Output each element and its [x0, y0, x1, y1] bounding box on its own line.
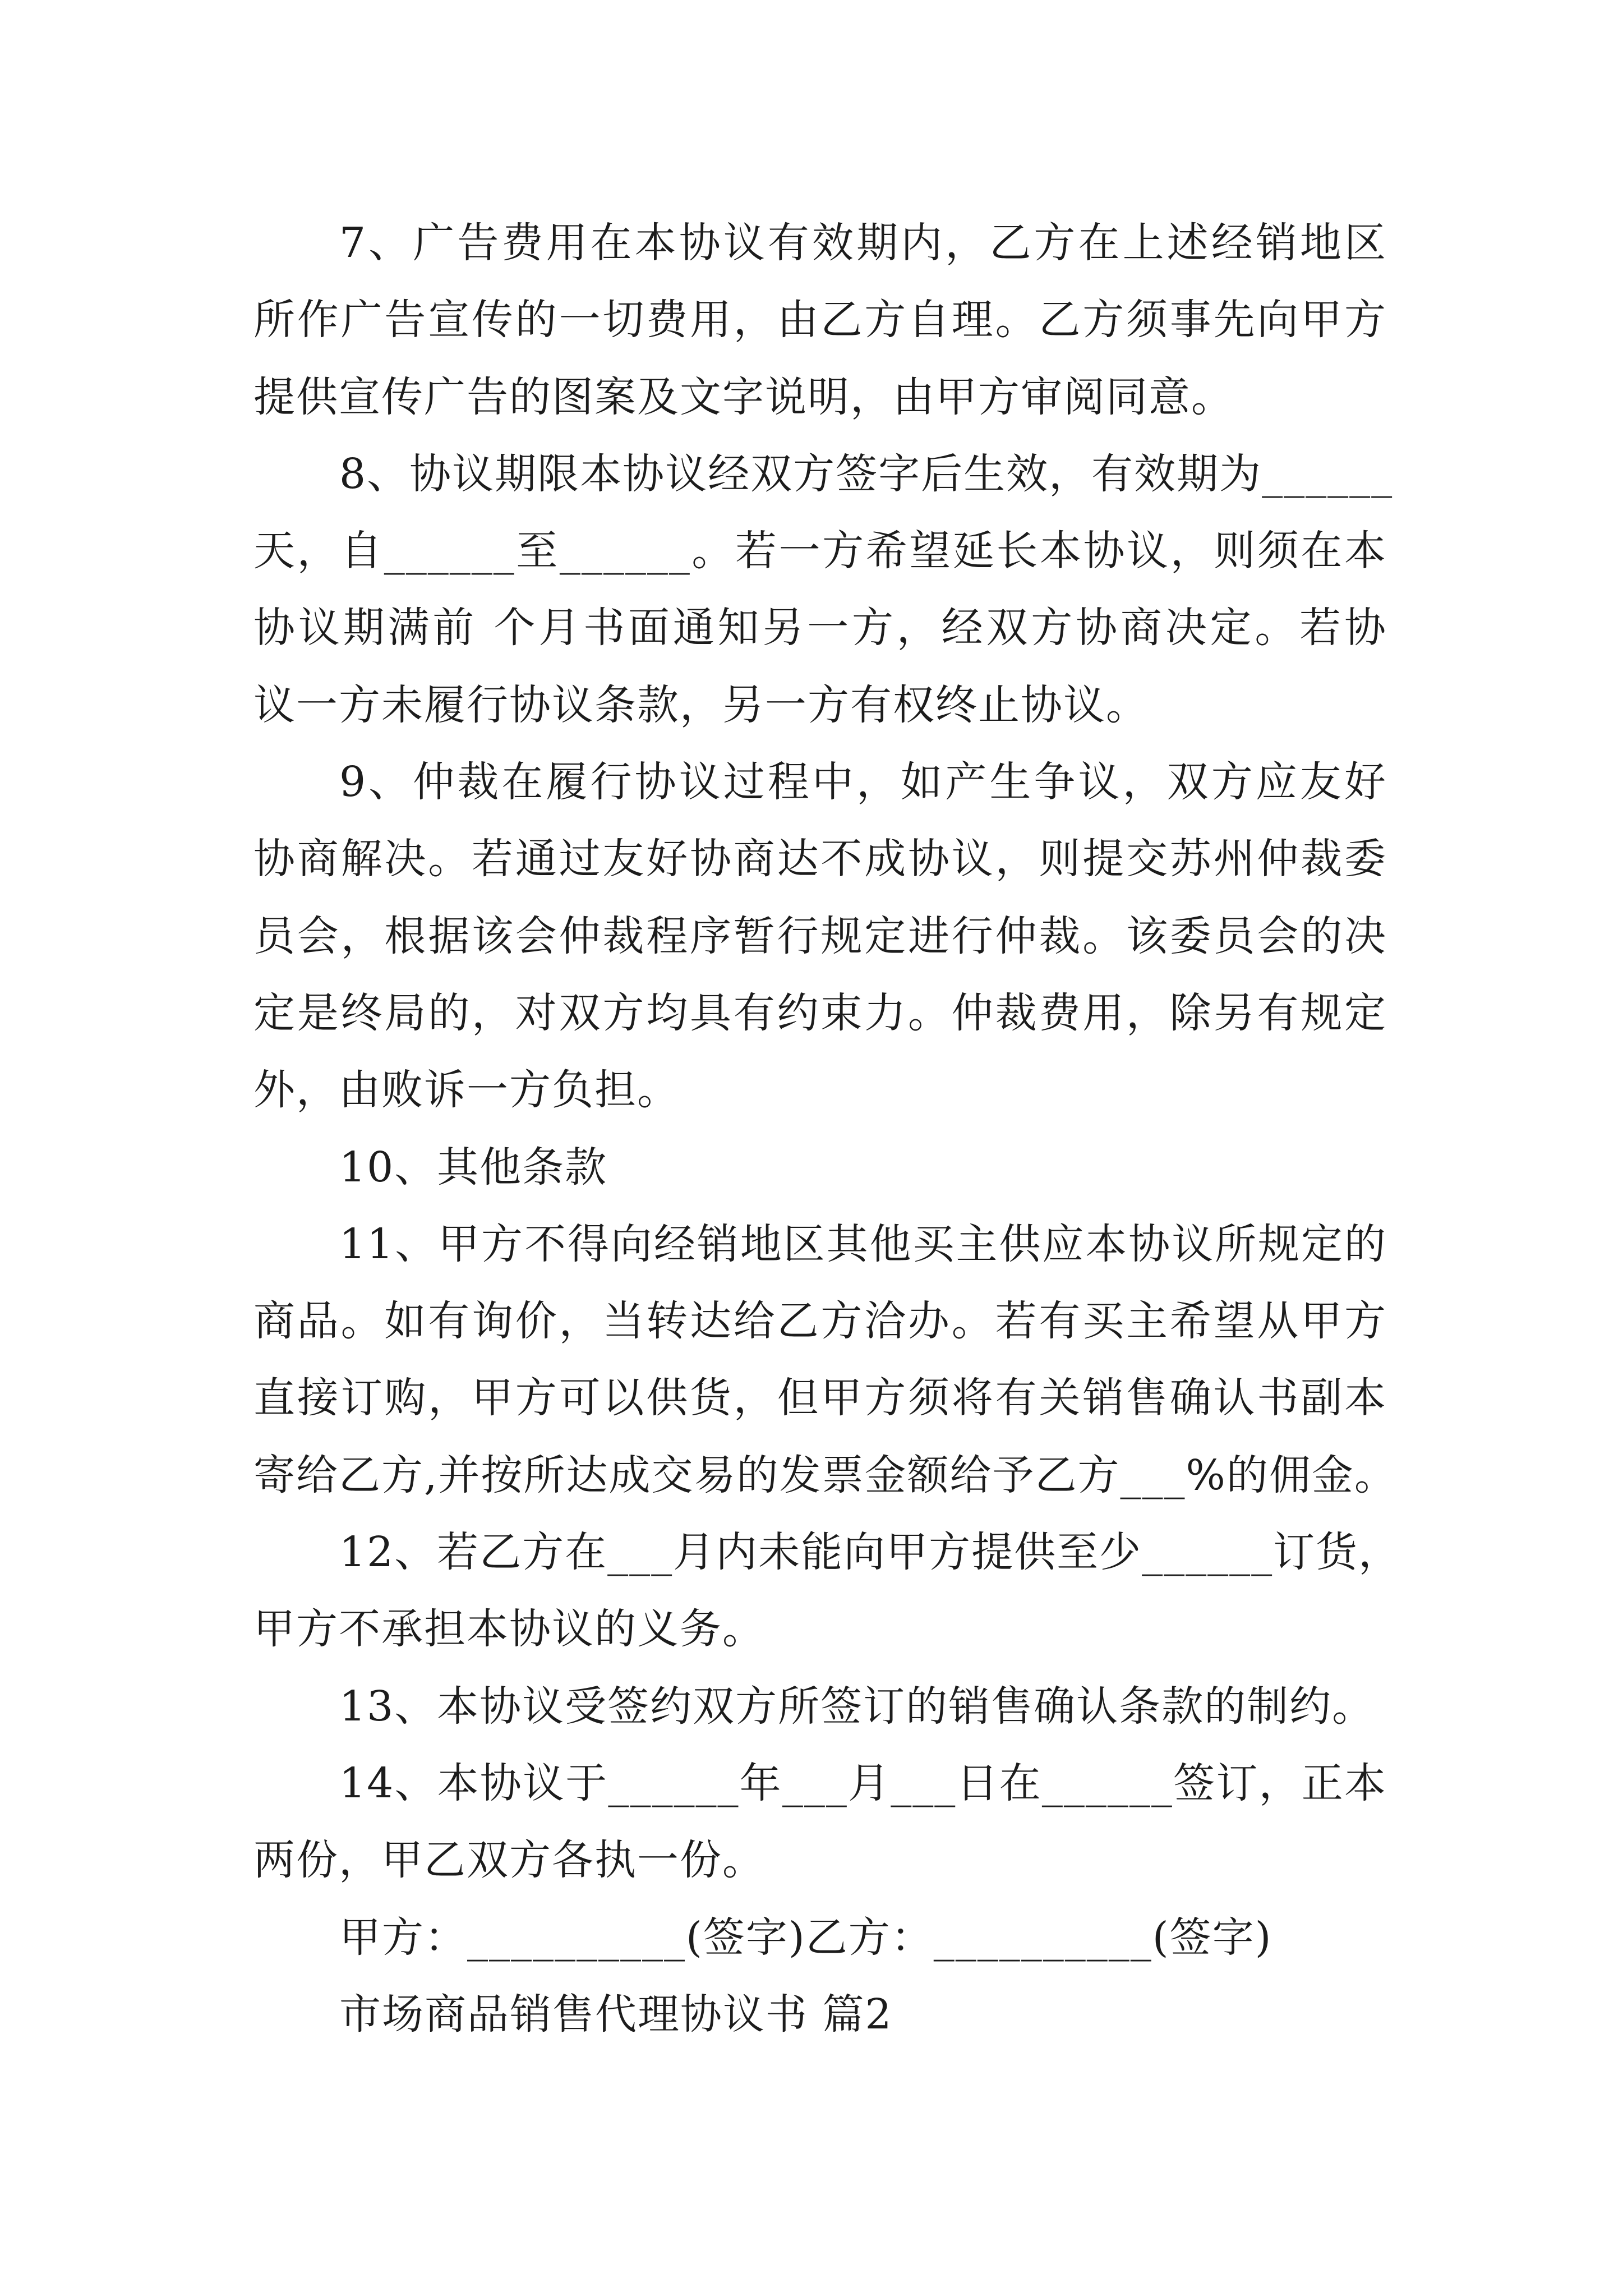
paragraph-line: 11、甲方不得向经销地区其他买主供应本协议所规定的 — [339, 1220, 1387, 1268]
paragraph-line: 员会，根据该会仲裁程序暂行规定进行仲裁。该委员会的决 — [253, 912, 1387, 960]
paragraph-line: 10、其他条款 — [339, 1143, 608, 1191]
paragraph-line: 寄给乙方,并按所达成交易的发票金额给予乙方___%的佣金。 — [253, 1451, 1397, 1499]
clause-9-arbitration — [253, 744, 1387, 1129]
paragraph-line: 外，由败诉一方负担。 — [253, 1066, 680, 1115]
clause-14-signing — [253, 1745, 1387, 1899]
paragraph-line: 商品。如有询价，当转达给乙方洽办。若有买主希望从甲方 — [253, 1297, 1387, 1346]
paragraph-line: 8、协议期限本协议经双方签字后生效，有效期为______ — [339, 449, 1394, 498]
paragraph-line: 14、本协议于______年___月___日在______签订，正本 — [339, 1759, 1387, 1807]
paragraph-line: 天，自______至______。若一方希望延长本协议，则须在本 — [253, 527, 1387, 576]
paragraph-line: 提供宣传广告的图案及文字说明，由甲方审阅同意。 — [253, 372, 1234, 421]
clause-8-agreement-term — [253, 436, 1394, 744]
clause-12-minimum-order — [253, 1514, 1401, 1668]
paragraph-line: 7、广告费用在本协议有效期内，乙方在上述经销地区 — [339, 219, 1387, 267]
paragraph-line: 协商解决。若通过友好协商达不成协议，则提交苏州仲裁委 — [253, 835, 1387, 884]
paragraph-line: 两份，甲乙双方各执一份。 — [253, 1836, 765, 1885]
paragraph-line: 所作广告宣传的一切费用，由乙方自理。乙方须事先向甲方 — [253, 296, 1387, 344]
paragraph-line: 议一方未履行协议条款，另一方有权终止协议。 — [253, 680, 1149, 729]
paragraph-line: 9、仲裁在履行协议过程中，如产生争议，双方应友好 — [339, 758, 1387, 807]
clause-10-other-terms — [253, 1129, 1387, 1206]
paragraph-line: 甲方不承担本协议的义务。 — [253, 1605, 765, 1654]
clause-13-sales-confirmation — [253, 1668, 1387, 1745]
clause-7-advertising-costs — [253, 205, 1387, 436]
paragraph-line: 12、若乙方在___月内未能向甲方提供至少______订货， — [339, 1528, 1401, 1577]
clause-11-exclusive-supply — [253, 1206, 1397, 1514]
next-section-title: 市场商品销售代理协议书 篇2 — [339, 1990, 893, 2039]
paragraph-line: 直接订购，甲方可以供货，但甲方须将有关销售确认书副本 — [253, 1374, 1387, 1423]
paragraph-line: 13、本协议受签约双方所签订的销售确认条款的制约。 — [339, 1682, 1375, 1731]
paragraph-line: 定是终局的，对双方均具有约束力。仲裁费用，除另有规定 — [253, 988, 1387, 1037]
paragraph-line: 协议期满前 个月书面通知另一方，经双方协商决定。若协 — [253, 604, 1387, 652]
document-page — [253, 205, 1401, 2053]
signature-line: 甲方：__________(签字)乙方：__________(签字) — [339, 1913, 1272, 1962]
